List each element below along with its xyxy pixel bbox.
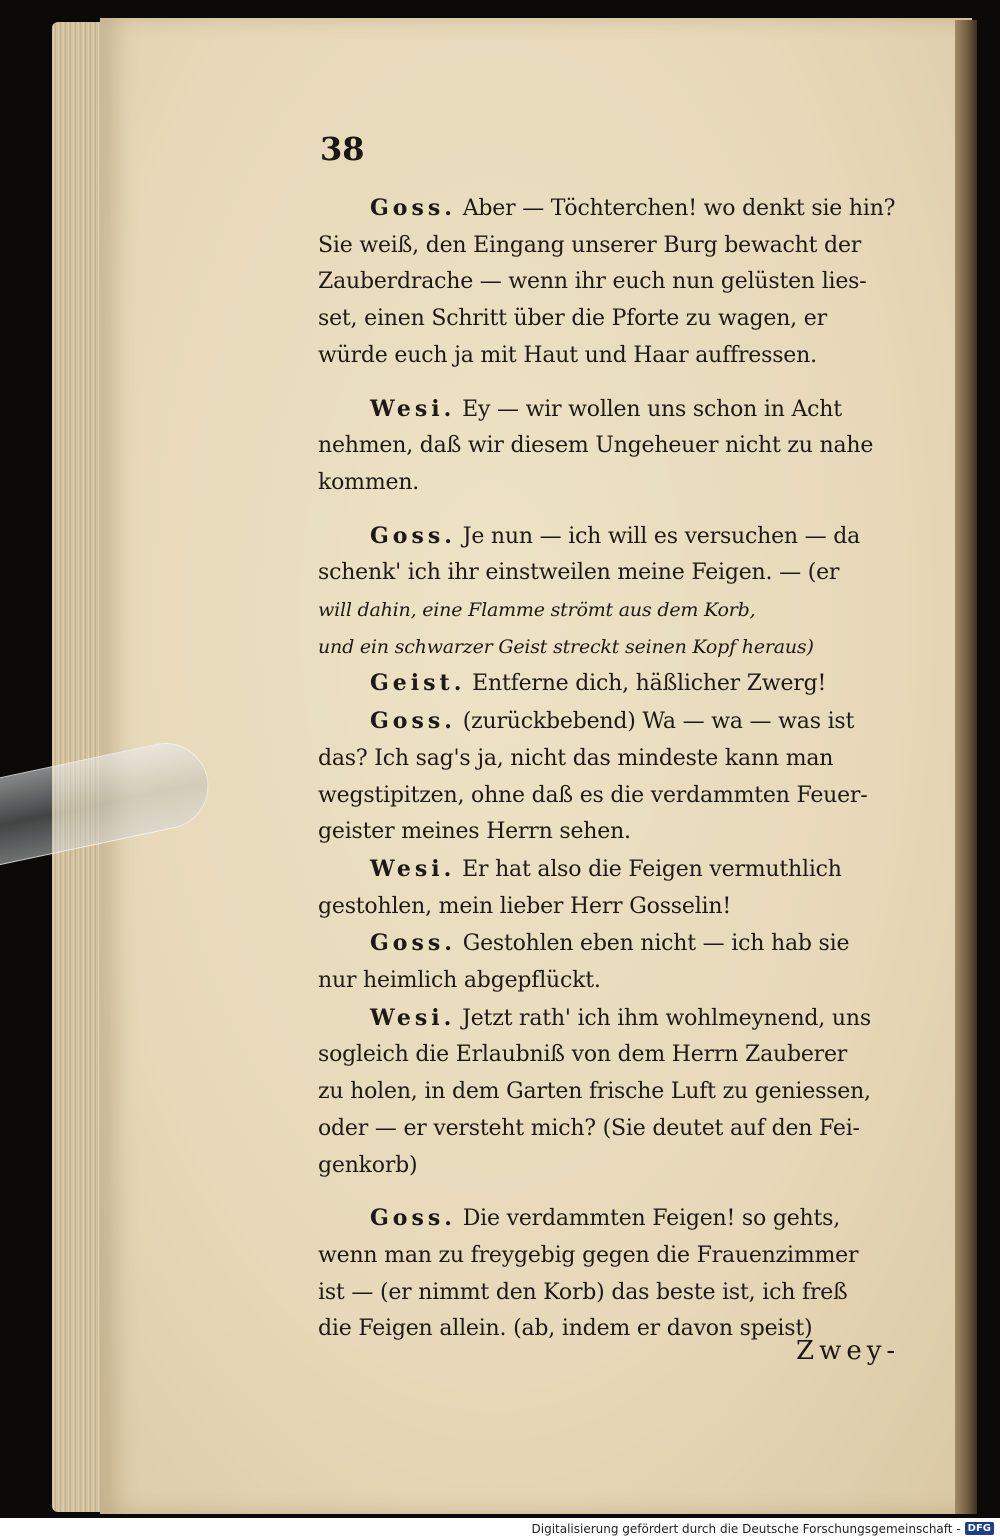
text-line	[318, 703, 930, 741]
text-line: gestohlen, mein lieber Herr Gosselin!	[318, 893, 731, 919]
text-line: würde euch ja mit Haut und Haar auffressen.	[318, 342, 817, 368]
text-line: genkorb)	[318, 1152, 418, 1178]
text-line: oder — er versteht mich? (Sie deutet auf den Fei-	[318, 1115, 860, 1141]
line-text: Gestohlen eben nicht — ich hab sie	[462, 931, 850, 957]
line-text: Jetzt rath' ich ihm wohlmeynend, uns	[462, 1005, 871, 1031]
line-text: Er hat also die Feigen vermuthlich	[462, 856, 842, 882]
text-line: wegstipitzen, ohne daß es die verdammten Feuer-	[318, 782, 868, 808]
line-text: (zurückbebend) Wa — wa — was ist	[462, 709, 855, 735]
speaker-name: Wesi.	[370, 855, 456, 882]
text-line	[318, 1200, 930, 1238]
paragraph	[318, 1200, 930, 1348]
text-line: kommen.	[318, 469, 420, 495]
page-text	[318, 190, 930, 1348]
line-text: Je nun — ich will es versuchen — da	[462, 523, 861, 549]
text-line: geister meines Herrn sehen.	[318, 819, 631, 845]
text-line: wenn man zu freygebig gegen die Frauenzimmer	[318, 1242, 859, 1268]
text-line: zu holen, in dem Garten frische Luft zu geniessen,	[318, 1079, 871, 1105]
text-line: set, einen Schritt über die Pforte zu wagen, er	[318, 306, 827, 332]
paragraph	[318, 703, 930, 851]
text-line	[318, 391, 930, 429]
paragraph	[318, 925, 930, 999]
speaker-name: Goss.	[370, 522, 456, 549]
text-line: das? Ich sag's ja, nicht das mindeste kann man	[318, 745, 834, 771]
book-gutter	[955, 20, 977, 1514]
line-text: Aber — Töchterchen! wo denkt sie hin?	[462, 196, 896, 221]
dfg-logo-icon: DFG	[965, 1522, 994, 1535]
text-line: die Feigen allein. (ab, indem er davon speist)	[318, 1316, 813, 1342]
line-text: Entferne dich, häßlicher Zwerg!	[472, 671, 827, 697]
text-line: Zauberdrache — wenn ihr euch nun gelüsten lies-	[318, 269, 867, 295]
text-line: nehmen, daß wir diesem Ungeheuer nicht zu nahe	[318, 433, 874, 459]
speaker-name: Goss.	[370, 195, 456, 221]
digitization-credit	[532, 1520, 995, 1537]
speaker-name: Goss.	[370, 1205, 456, 1232]
text-line	[318, 851, 930, 889]
text-line	[318, 925, 930, 963]
paragraph	[318, 190, 930, 375]
text-line: schenk' ich ihr einstweilen meine Feigen. — (er	[318, 560, 840, 586]
text-line: sogleich die Erlaubniß von dem Herrn Zauberer	[318, 1042, 848, 1068]
text-line	[318, 518, 930, 556]
line-text: Die verdammten Feigen! so gehts,	[462, 1206, 841, 1232]
text-line	[318, 1000, 930, 1038]
speaker-name: Goss.	[370, 708, 456, 735]
speaker-name: Wesi.	[370, 395, 456, 422]
page-number: 38	[320, 130, 365, 168]
text-line: Sie weiß, den Eingang unserer Burg bewacht der	[318, 232, 862, 258]
paragraph	[318, 665, 930, 703]
credit-text: Digitalisierung gefördert durch die Deutsche Forschungsgemeinschaft -	[531, 1521, 961, 1536]
text-line: nur heimlich abgepflückt.	[318, 968, 601, 994]
catchword: Zwey-	[796, 1336, 901, 1366]
speaker-name: Goss.	[370, 930, 456, 957]
speaker-name: Wesi.	[370, 1004, 456, 1031]
paragraph	[318, 1000, 930, 1185]
text-line	[318, 665, 930, 703]
paragraph	[318, 391, 930, 502]
speaker-name: Geist.	[370, 670, 466, 697]
paragraph	[318, 851, 930, 925]
line-text: Ey — wir wollen uns schon in Acht	[462, 396, 842, 422]
stage-direction: will dahin, eine Flamme strömt aus dem Korb,	[318, 599, 756, 622]
paragraph	[318, 518, 930, 666]
stage-direction: und ein schwarzer Geist streckt seinen Kopf heraus)	[318, 635, 814, 658]
text-line: ist — (er nimmt den Korb) das beste ist, ich freß	[318, 1279, 848, 1305]
text-line	[318, 190, 930, 228]
